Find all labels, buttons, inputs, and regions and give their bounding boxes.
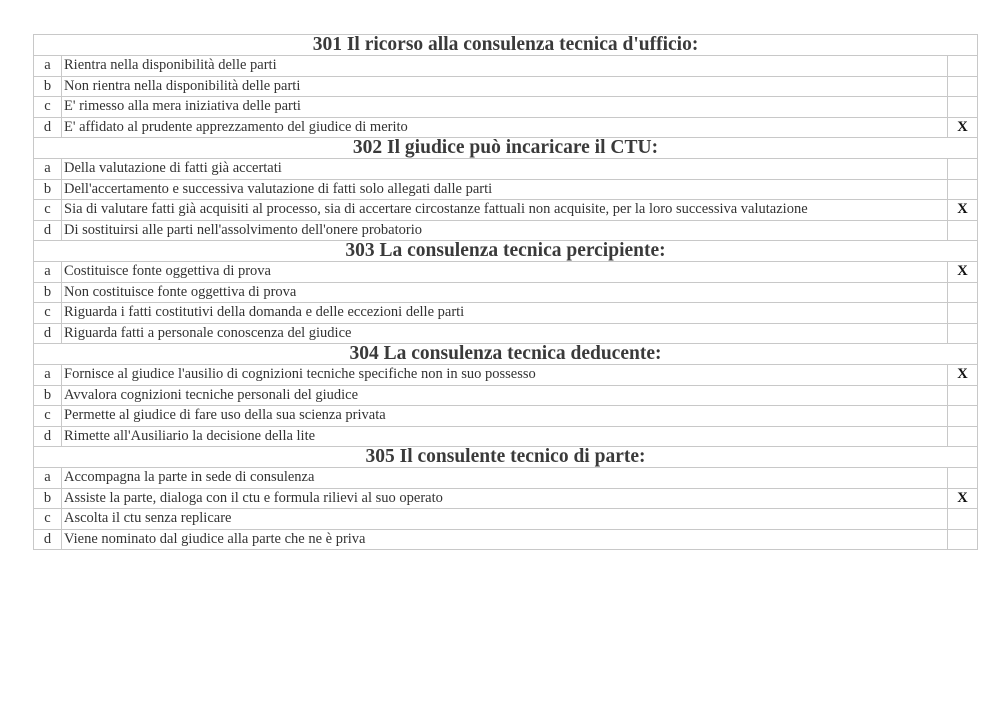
answer-mark xyxy=(948,509,978,530)
answer-text: Ascolta il ctu senza replicare xyxy=(62,509,948,530)
answer-letter: d xyxy=(34,426,62,447)
question-title-row xyxy=(34,241,978,262)
answer-row xyxy=(34,262,978,283)
answer-row xyxy=(34,56,978,77)
answer-text: Non rientra nella disponibilità delle parti xyxy=(62,76,948,97)
answer-text: Fornisce al giudice l'ausilio di cognizioni tecniche specifiche non in suo possesso xyxy=(62,365,948,386)
answer-text: Assiste la parte, dialoga con il ctu e formula rilievi al suo operato xyxy=(62,488,948,509)
answer-letter: a xyxy=(34,159,62,180)
answer-letter: a xyxy=(34,468,62,489)
answer-row xyxy=(34,282,978,303)
question-title-row xyxy=(34,447,978,468)
answer-text: Rientra nella disponibilità delle parti xyxy=(62,56,948,77)
answer-letter: c xyxy=(34,509,62,530)
answer-text: Riguarda i fatti costitutivi della domanda e delle eccezioni delle parti xyxy=(62,303,948,324)
answer-letter: a xyxy=(34,262,62,283)
quiz-sheet xyxy=(33,34,977,550)
answer-letter: b xyxy=(34,488,62,509)
answer-mark xyxy=(948,159,978,180)
answer-letter: b xyxy=(34,385,62,406)
answer-row xyxy=(34,509,978,530)
answer-letter: d xyxy=(34,323,62,344)
answer-text: Della valutazione di fatti già accertati xyxy=(62,159,948,180)
answer-row xyxy=(34,117,978,138)
answer-row xyxy=(34,323,978,344)
answer-letter: a xyxy=(34,56,62,77)
answer-row xyxy=(34,76,978,97)
answer-mark: X xyxy=(948,200,978,221)
question-title-row xyxy=(34,138,978,159)
quiz-table-body xyxy=(34,35,978,550)
answer-letter: c xyxy=(34,303,62,324)
answer-mark xyxy=(948,323,978,344)
answer-mark xyxy=(948,179,978,200)
answer-text: Rimette all'Ausiliario la decisione della lite xyxy=(62,426,948,447)
answer-mark xyxy=(948,406,978,427)
answer-letter: c xyxy=(34,97,62,118)
answer-row xyxy=(34,406,978,427)
question-title-row xyxy=(34,344,978,365)
answer-mark xyxy=(948,529,978,550)
answer-text: Costituisce fonte oggettiva di prova xyxy=(62,262,948,283)
answer-letter: b xyxy=(34,179,62,200)
answer-mark xyxy=(948,76,978,97)
answer-text: Non costituisce fonte oggettiva di prova xyxy=(62,282,948,303)
answer-letter: d xyxy=(34,220,62,241)
answer-mark xyxy=(948,282,978,303)
question-title: 301 Il ricorso alla consulenza tecnica d'ufficio: xyxy=(34,35,978,56)
answer-text: Di sostituirsi alle parti nell'assolvimento dell'onere probatorio xyxy=(62,220,948,241)
answer-text: Avvalora cognizioni tecniche personali del giudice xyxy=(62,385,948,406)
question-title: 302 Il giudice può incaricare il CTU: xyxy=(34,138,978,159)
answer-letter: b xyxy=(34,76,62,97)
answer-mark: X xyxy=(948,488,978,509)
answer-row xyxy=(34,468,978,489)
question-title: 305 Il consulente tecnico di parte: xyxy=(34,447,978,468)
answer-mark: X xyxy=(948,262,978,283)
answer-mark xyxy=(948,385,978,406)
answer-text: Riguarda fatti a personale conoscenza del giudice xyxy=(62,323,948,344)
answer-row xyxy=(34,200,978,221)
answer-row xyxy=(34,426,978,447)
answer-row xyxy=(34,365,978,386)
answer-row xyxy=(34,220,978,241)
answer-text: E' affidato al prudente apprezzamento del giudice di merito xyxy=(62,117,948,138)
answer-text: Viene nominato dal giudice alla parte che ne è priva xyxy=(62,529,948,550)
answer-mark xyxy=(948,468,978,489)
answer-text: Permette al giudice di fare uso della sua scienza privata xyxy=(62,406,948,427)
answer-mark xyxy=(948,303,978,324)
answer-text: Sia di valutare fatti già acquisiti al processo, sia di accertare circostanze fattuali non acquisite, per la loro successiva valutazione xyxy=(62,200,948,221)
answer-row xyxy=(34,303,978,324)
answer-mark xyxy=(948,220,978,241)
answer-text: E' rimesso alla mera iniziativa delle parti xyxy=(62,97,948,118)
answer-row xyxy=(34,488,978,509)
answer-text: Dell'accertamento e successiva valutazione di fatti solo allegati dalle parti xyxy=(62,179,948,200)
answer-text: Accompagna la parte in sede di consulenza xyxy=(62,468,948,489)
answer-mark xyxy=(948,56,978,77)
answer-row xyxy=(34,159,978,180)
answer-mark xyxy=(948,97,978,118)
answer-letter: b xyxy=(34,282,62,303)
quiz-table xyxy=(33,34,978,550)
answer-row xyxy=(34,385,978,406)
answer-letter: a xyxy=(34,365,62,386)
question-title: 304 La consulenza tecnica deducente: xyxy=(34,344,978,365)
answer-mark: X xyxy=(948,117,978,138)
question-title-row xyxy=(34,35,978,56)
question-title: 303 La consulenza tecnica percipiente: xyxy=(34,241,978,262)
answer-row xyxy=(34,97,978,118)
answer-mark: X xyxy=(948,365,978,386)
answer-row xyxy=(34,179,978,200)
answer-row xyxy=(34,529,978,550)
answer-letter: c xyxy=(34,406,62,427)
answer-letter: c xyxy=(34,200,62,221)
answer-mark xyxy=(948,426,978,447)
answer-letter: d xyxy=(34,529,62,550)
answer-letter: d xyxy=(34,117,62,138)
